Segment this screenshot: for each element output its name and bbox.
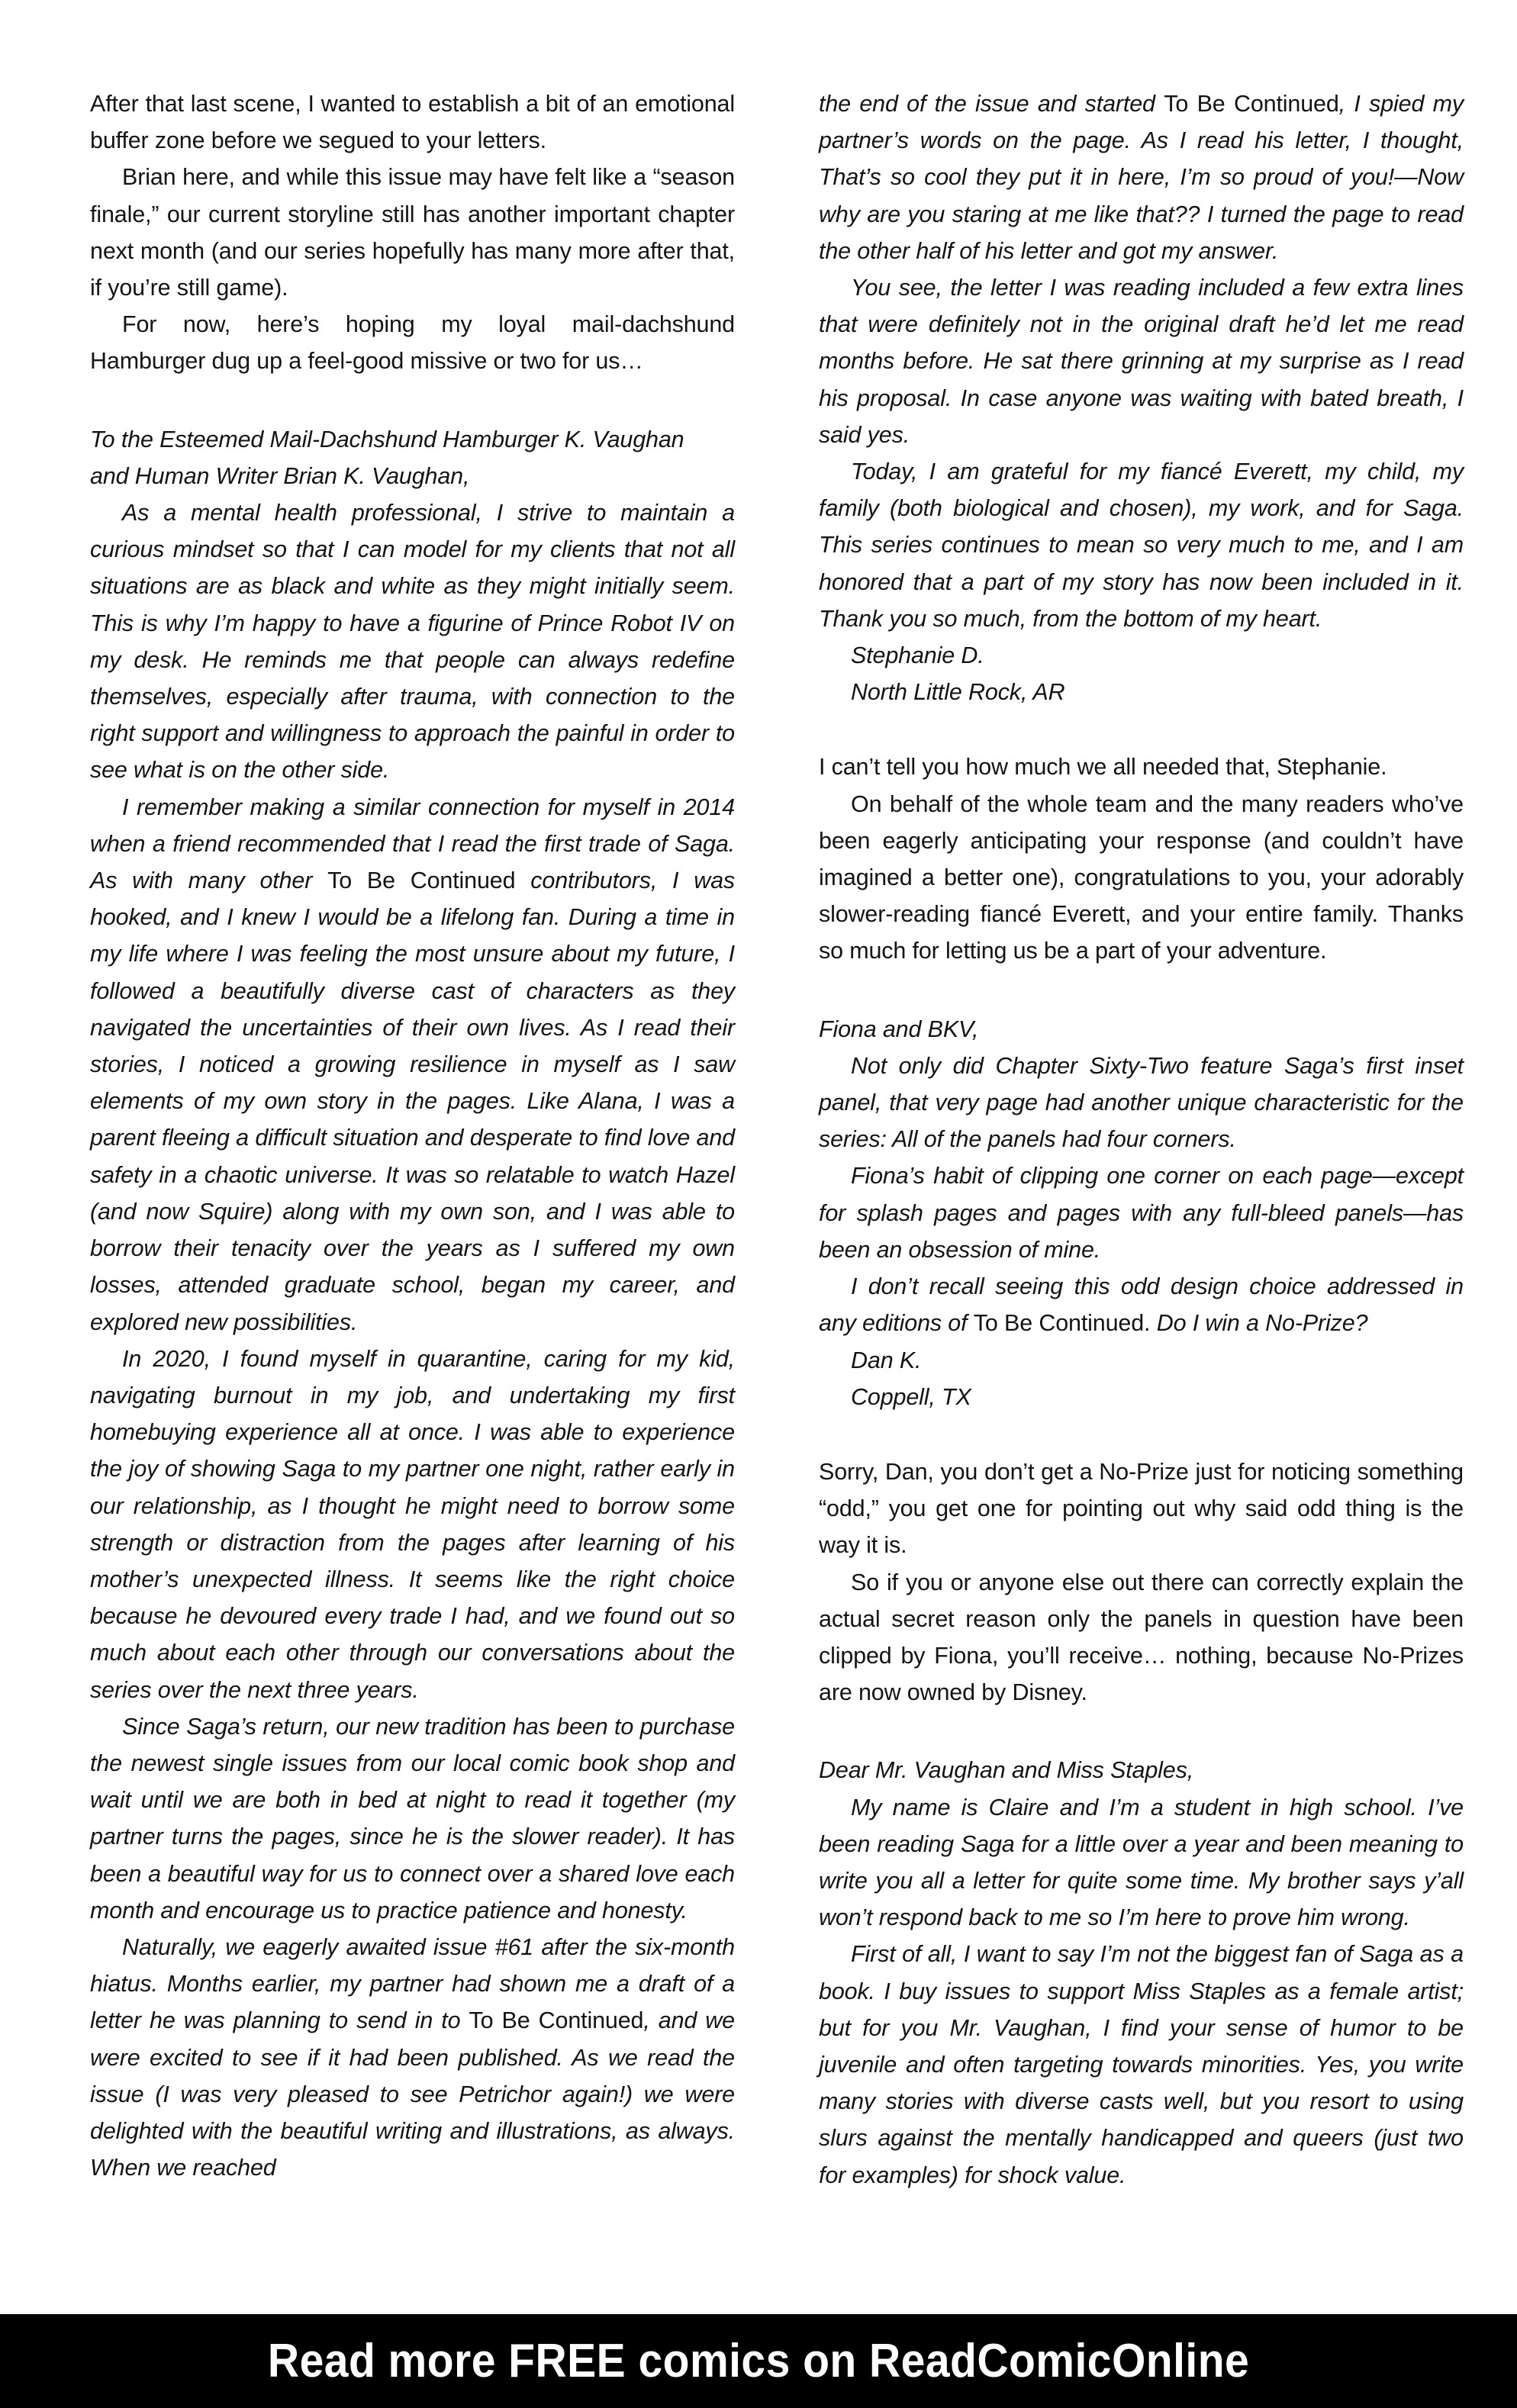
text-run: I remember making a similar connection for myself in 2014 when a friend recommended that I read the first trade of Saga. As with many other xyxy=(90,794,735,894)
text-run: To Be xyxy=(469,2007,530,2034)
text-run: , I spied my partner’s words on the page. As I read his letter, I thought, That’s so cool they put it in here, I’m so proud of you!—Now why are you staring at me like that?? I turned the page to read the other half of his letter and got my answer. xyxy=(819,91,1464,264)
text-run: Today, I am grateful for my fiancé Everett, my child, my family (both biological and chosen), my work, and for Saga. This series continues to mean so very much to me, and I am honored that a part of my story has now been included in it. Thank you so much, from the bottom of my heart. xyxy=(819,459,1464,632)
letter-3-paragraph-2 xyxy=(819,1936,1464,2193)
text-run: Not only did Chapter Sixty-Two feature Saga’s first inset panel, that very page had another unique characteristic for the series: All of the panels had four corners. xyxy=(819,1052,1464,1153)
text-run: Fiona’s habit of clipping one corner on each page—except for splash pages and pages with any full-bleed panels—has been an obsession of mine. xyxy=(819,1163,1464,1263)
spacer xyxy=(819,1415,1464,1453)
text-run: To Be Continued xyxy=(1164,91,1339,117)
text-run: To Be Continued xyxy=(327,868,516,894)
spacer xyxy=(90,380,735,421)
readcomiconline-promo-banner[interactable] xyxy=(0,2314,1517,2408)
text-run: Naturally, we eagerly awaited issue #61 after the six-month hiatus. Months earlier, my partner had shown me a draft of a letter he was planning to send in to xyxy=(90,1933,735,2034)
editor-intro-paragraph-2: Brian here, and while this issue may have felt like a “season finale,” our current storyline still has another important chapter next month (and our series hopefully has many more after that, if you’re still game). xyxy=(90,164,735,301)
text-run xyxy=(530,2007,539,2033)
reply-1-paragraph-2: On behalf of the whole team and the many readers who’ve been eagerly anticipating your response (and couldn’t have imagined a better one), congratulations to you, your adorably slower-reading fiancé Everett, and your entire family. Thanks so much for letting us be a part of your adventure. xyxy=(819,790,1464,964)
spacer xyxy=(819,1711,1464,1752)
text-run: As a mental health professional, I strive to maintain a curious mindset so that I can model for my clients that not all situations are as black and white as they might initially seem. This is why I’m happy to have a figurine of Prince Robot IV on my desk. He reminds me that people can always redefine themselves, especially after trauma, with connection to the right support and willingness to approach the painful in order to see what is on the other side. xyxy=(90,500,735,784)
letter-1-paragraph-5 xyxy=(90,1929,735,2186)
text-run: Do I win a No-Prize? xyxy=(1156,1310,1368,1337)
text-run: contributors, I was hooked, and I knew I would be a lifelong fan. During a time in my life where I was feeling the most unsure about my future, I followed a beautifully diverse cast of characters as they navigated the uncertainties of their own lives. As I read their stories, I noticed a growing resilience in myself as I saw elements of my own story in the pages. Like Alana, I was a parent fleeing a difficult situation and desperate to find love and safety in a chaotic universe. It was so relatable to watch Hazel (and now Squire) along with my own son, and I was able to borrow their tenacity over the years as I suffered my own losses, attended graduate school, began my career, and explored new possibilities. xyxy=(90,868,735,1335)
text-run: In 2020, I found myself in quarantine, caring for my kid, navigating burnout in my job, and undertaking my first homebuying experience all at once. I was able to experience the joy of showing xyxy=(90,1345,735,1482)
text-run: to my partner one night, rather early in our relationship, as I thought he might need to borrow some strength or distraction from the pages after learning of his mother’s unexpected illness. It seems like the right choice because he devoured every trade I had, and we found out so much about each other through our conversations about the series over the next three years. xyxy=(90,1456,735,1703)
reply-2-paragraph-2: So if you or anyone else out there can correctly explain the actual secret reason only the panels in question have been clipped by Fiona, you’ll receive… nothing, because No-Prizes are now owned by Disney. xyxy=(819,1569,1464,1706)
letter-1-signature-location: North Little Rock, AR xyxy=(851,679,1065,706)
letter-1-continued-paragraph-3 xyxy=(819,453,1464,637)
text-run: Since Saga’s return, our new tradition has been to purchase the newest single issues from our local comic book shop and wait until we are both in bed at night to read it together (my partner turns the pages, since he is the slower reader). It has been a beautiful way for us to connect over a shared love each month and encourage us to practice patience and honesty. xyxy=(90,1713,735,1924)
letter-1-continued-paragraph-2 xyxy=(819,269,1464,453)
text-run: I don’t recall seeing this odd design choice addressed in any editions of xyxy=(819,1273,1464,1337)
text-run: You see, the letter I was reading included a few extra lines that were definitely not in the original draft he’d let me read months before. He sat there grinning at my surprise as I read his proposal. In case anyone was waiting with bated breath, I said yes. xyxy=(819,275,1464,448)
letter-1-paragraph-3 xyxy=(90,1341,735,1708)
letter-3-salutation: Dear Mr. Vaughan and Miss Staples, xyxy=(819,1757,1194,1784)
editor-intro-paragraph-1: After that last scene, I wanted to establish a bit of an emotional buffer zone before we segued to your letters. xyxy=(90,91,735,154)
spacer xyxy=(819,970,1464,1011)
letter-1-continued-paragraph-1 xyxy=(819,85,1464,269)
left-column xyxy=(90,85,735,2186)
editor-intro-paragraph-3: For now, here’s hoping my loyal mail-dachshund Hamburger dug up a feel-good missive or two for us… xyxy=(90,311,735,375)
text-run: . xyxy=(1144,1310,1157,1337)
text-run: My name is Claire and I’m a student in high school. I’ve been reading Saga for a little over a year and been meaning to write you all a letter for quite some time. My brother says y’all won’t respond back to me so I’m here to prove him wrong. xyxy=(819,1794,1464,1931)
reply-1-paragraph-1: I can’t tell you how much we all needed that, Stephanie. xyxy=(819,754,1387,781)
promo-banner-text: Read more FREE comics on ReadComicOnline xyxy=(267,2335,1250,2387)
text-run: , and we were excited to see if it had been published. As we read the issue (I was very pleased to see Petrichor again!) we were delighted with the beautiful writing and illustrations, as always. When we reached xyxy=(90,2007,735,2181)
spacer xyxy=(819,710,1464,748)
text-run: the end of the issue and started xyxy=(819,91,1164,117)
reply-2-paragraph-1: Sorry, Dan, you don’t get a No-Prize just for noticing something “odd,” you get one for pointing out why said odd thing is the way it is. xyxy=(819,1458,1464,1559)
letter-1-paragraph-1 xyxy=(90,494,735,789)
letter-1-paragraph-2 xyxy=(90,789,735,1341)
letter-2-paragraph-1 xyxy=(819,1048,1464,1158)
letter-2-salutation: Fiona and BKV, xyxy=(819,1016,979,1042)
text-run: Saga xyxy=(282,1456,337,1482)
text-run: Continued xyxy=(538,2007,644,2034)
letter-2-signature-name: Dan K. xyxy=(851,1347,922,1373)
letter-2-paragraph-3 xyxy=(819,1268,1464,1341)
text-run: To Be Continued xyxy=(973,1310,1145,1337)
right-column xyxy=(819,85,1464,2194)
letter-2-paragraph-2 xyxy=(819,1157,1464,1268)
text-run: First of all, I want to say I’m not the biggest fan of Saga as a book. I buy issues to support Miss Staples as a female artist; but for you Mr. Vaughan, I find your sense of humor to be juvenile and often targeting towards minorities. Yes, you write many stories with diverse casts well, but you resort to using slurs against the mentally handicapped and queers (just two for examples) for shock value. xyxy=(819,1941,1464,2188)
letter-1-salutation-line-1: To the Esteemed Mail-Dachshund Hamburger K. Vaughan xyxy=(90,426,684,452)
letter-1-signature-name: Stephanie D. xyxy=(851,642,984,669)
letter-2-signature-location: Coppell, TX xyxy=(851,1383,971,1410)
letter-1-paragraph-4 xyxy=(90,1708,735,1929)
letter-1-salutation-line-2: and Human Writer Brian K. Vaughan, xyxy=(90,462,470,489)
letter-3-paragraph-1 xyxy=(819,1789,1464,1936)
two-column-layout xyxy=(90,85,1464,2245)
